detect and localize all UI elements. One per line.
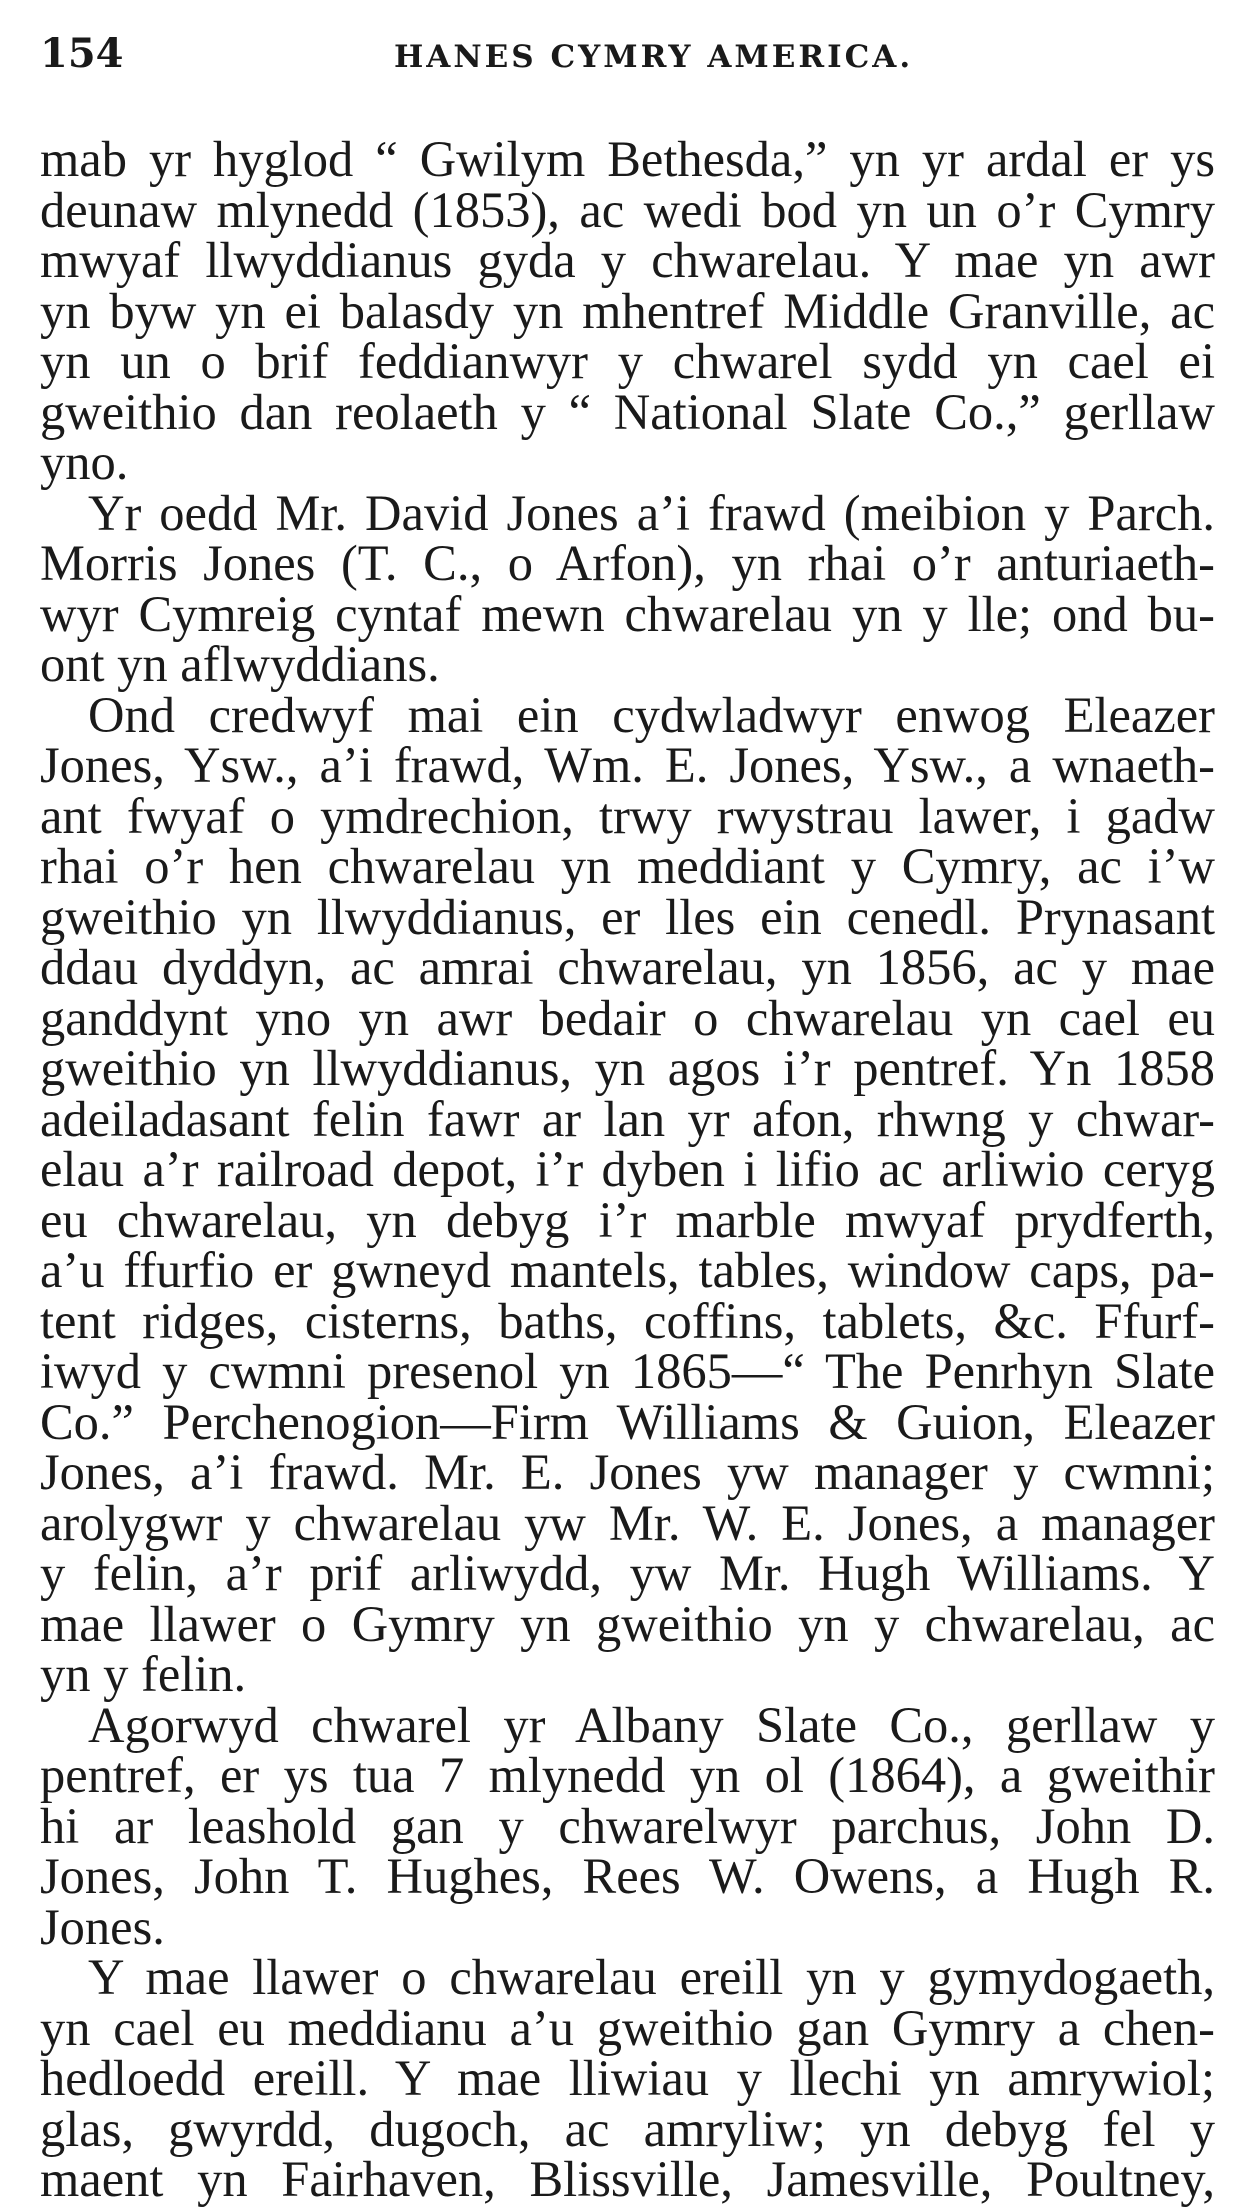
text-line: yn un o brif feddianwyr y chwarel sydd yn cael ei xyxy=(40,333,1215,389)
text-line: yn y felin. xyxy=(40,1646,247,1702)
running-title: HANES CYMRY AMERICA. xyxy=(394,39,914,75)
text-line: gweithio yn llwyddianus, er lles ein cenedl. Prynasant xyxy=(40,888,1215,945)
text-line: maent yn Fairhaven, Blissville, Jamesville, Poultney, xyxy=(40,2151,1215,2207)
text-line: mab yr hyglod “ Gwilym Bethesda,” yn yr ardal er ys xyxy=(40,131,1215,187)
text-line: yn byw yn ei balasdy yn mhentref Middle Granville, ac xyxy=(40,282,1215,339)
text-line: ant fwyaf o ymdrechion, trwy rwystrau lawer, i gadw xyxy=(40,787,1215,844)
text-line: rhai o’r hen chwarelau yn meddiant y Cymry, ac i’w xyxy=(40,838,1215,894)
text-line: Jones. xyxy=(40,1898,165,1955)
text-line: deunaw mlynedd (1853), ac wedi bod yn un o’r Cymry xyxy=(40,181,1215,238)
text-line: eu chwarelau, yn debyg i’r marble mwyaf prydferth, xyxy=(40,1191,1215,1248)
text-line: ganddynt yno yn awr bedair o chwarelau yn cael eu xyxy=(40,989,1215,1046)
text-line: ont yn aflwyddians. xyxy=(40,636,440,692)
text-line: glas, gwyrdd, dugoch, ac amryliw; yn debyg fel y xyxy=(40,2100,1215,2157)
text-line: mwyaf llwyddianus gyda y chwarelau. Y mae yn awr xyxy=(40,232,1215,288)
body-text xyxy=(40,131,1215,2207)
text-line: hedloedd ereill. Y mae lliwiau y llechi yn amrywiol; xyxy=(40,2050,1215,2106)
text-line: Jones, John T. Hughes, Rees W. Owens, a Hugh R. xyxy=(40,1848,1215,1904)
page-number: 154 xyxy=(40,30,124,77)
text-line: pentref, er ys tua 7 mlynedd yn ol (1864), a gweithir xyxy=(40,1747,1215,1803)
text-line: Morris Jones (T. C., o Arfon), yn rhai o’r anturiaeth- xyxy=(40,535,1215,591)
paragraph xyxy=(40,1696,1215,1955)
text-line: gweithio dan reolaeth y “ National Slate Co.,” gerllaw xyxy=(40,383,1215,440)
text-line: a’u ffurfio er gwneyd mantels, tables, window caps, pa- xyxy=(40,1242,1215,1298)
page-header xyxy=(40,30,1215,92)
text-line: Ond credwyf mai ein cydwladwyr enwog Eleazer xyxy=(88,686,1215,743)
text-line: Co.” Perchenogion—Firm Williams & Guion, Eleazer xyxy=(40,1393,1215,1450)
text-line: arolygwr y chwarelau yw Mr. W. E. Jones, a manager xyxy=(40,1494,1215,1551)
text-line: Jones, a’i frawd. Mr. E. Jones yw manager y cwmni; xyxy=(40,1444,1215,1500)
text-line: Yr oedd Mr. David Jones a’i frawd (meibion y Parch. xyxy=(88,484,1215,541)
text-line: Y mae llawer o chwarelau ereill yn y gymydogaeth, xyxy=(88,1949,1215,2005)
paragraph xyxy=(40,1949,1215,2207)
paragraph xyxy=(40,686,1215,1702)
text-line: iwyd y cwmni presenol yn 1865—“ The Penrhyn Slate xyxy=(40,1343,1215,1399)
book-page xyxy=(40,30,1215,2205)
text-line: yno. xyxy=(40,434,129,490)
text-line: Agorwyd chwarel yr Albany Slate Co., gerllaw y xyxy=(88,1696,1215,1753)
text-line: adeiladasant felin fawr ar lan yr afon, rhwng y chwar- xyxy=(40,1090,1215,1147)
text-line: gweithio yn llwyddianus, yn agos i’r pentref. Yn 1858 xyxy=(40,1040,1215,1096)
text-line: tent ridges, cisterns, baths, coffins, tablets, &c. Ffurf- xyxy=(40,1292,1215,1349)
text-line: y felin, a’r prif arliwydd, yw Mr. Hugh Williams. Y xyxy=(40,1545,1215,1601)
text-line: yn cael eu meddianu a’u gweithio gan Gymry a chen- xyxy=(40,1999,1215,2056)
text-line: hi ar leashold gan y chwarelwyr parchus, John D. xyxy=(40,1797,1215,1854)
text-line: ddau dyddyn, ac amrai chwarelau, yn 1856, ac y mae xyxy=(40,939,1215,995)
paragraph xyxy=(40,484,1215,692)
text-line: elau a’r railroad depot, i’r dyben i lifio ac arliwio ceryg xyxy=(40,1141,1215,1197)
text-line: mae llawer o Gymry yn gweithio yn y chwarelau, ac xyxy=(40,1595,1215,1652)
paragraph xyxy=(40,131,1215,490)
text-line: wyr Cymreig cyntaf mewn chwarelau yn y lle; ond bu- xyxy=(40,585,1215,642)
text-line: Jones, Ysw., a’i frawd, Wm. E. Jones, Ysw., a wnaeth- xyxy=(40,737,1215,793)
